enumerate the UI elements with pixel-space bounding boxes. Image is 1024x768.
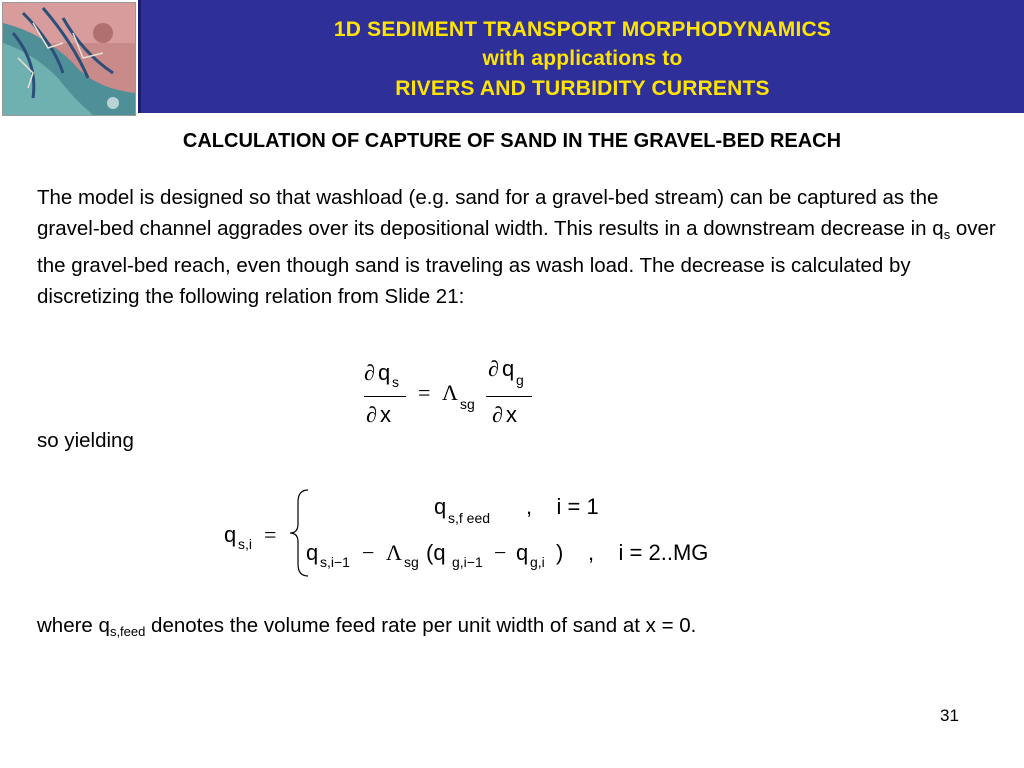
eq1-fraction-bar-right [486, 396, 532, 397]
eq1-sub-s: s [392, 374, 399, 390]
eq2-case2-sub1: s,i−1 [320, 554, 350, 570]
eq2-case1-q: q [434, 494, 447, 519]
eq2-sub-sg: sg [404, 554, 419, 570]
paragraph-text-1: The model is designed so that washload (e.g. sand for a gravel-bed stream) can be captured as the gravel-bed channel aggrades over its depositional width. This results in a downstream decrease in q [37, 186, 944, 240]
eq2-lhs-q: q [224, 522, 237, 547]
eq1-q-num2: q [502, 356, 515, 381]
where-text-2: denotes the volume feed rate per unit width of sand at x = 0. [145, 614, 697, 637]
eq2-lambda: Λ [386, 540, 402, 565]
so-yielding-text: so yielding [37, 429, 134, 452]
eq2-paren-close: ) [556, 540, 564, 565]
eq1-q-num1: q [378, 360, 391, 385]
header-title-line1: 1D SEDIMENT TRANSPORT MORPHODYNAMICS [333, 18, 832, 41]
where-subscript: s,feed [109, 624, 146, 639]
eq1-partial-num1: ∂ [364, 360, 375, 385]
eq1-x-den2: x [506, 402, 517, 427]
page-number: 31 [940, 706, 959, 725]
header-title-line2: with applications to [482, 47, 683, 70]
slide-header [0, 0, 1024, 116]
eq1-x-den1: x [380, 402, 391, 427]
eq1-partial-num2: ∂ [488, 356, 499, 381]
eq2-minus1: − [362, 540, 375, 565]
eq2-case2-condition: , i = 2..MG [588, 540, 709, 565]
where-text-1: where q [37, 614, 110, 637]
where-statement [37, 614, 696, 639]
eq2-sub-g1: g,i−1 [452, 554, 483, 570]
eq1-equals: = [418, 380, 431, 405]
paragraph-text-2: over the gravel-bed reach, even though sand is traveling as wash load. The decrease is calculated by discretizing the following relation from Slide 21: [37, 217, 996, 308]
equation-exner-relation [362, 356, 542, 436]
eq1-sub-sg: sg [460, 396, 475, 412]
eq2-case1-sub: s,f eed [448, 510, 491, 526]
slide-title: CALCULATION OF CAPTURE OF SAND IN THE GRAVEL-BED REACH [182, 130, 842, 152]
delta-image-logo [2, 2, 136, 116]
eq2-lhs-sub: s,i [238, 536, 252, 552]
eq1-lambda: Λ [442, 380, 458, 405]
title-banner [138, 0, 1024, 113]
equation-discretized-sand-load [222, 480, 762, 580]
eq1-fraction-bar-left [364, 396, 406, 397]
eq2-case2-q: q [306, 540, 319, 565]
eq2-equals: = [264, 522, 277, 547]
eq2-q3: q [516, 540, 529, 565]
paragraph-subscript: s [943, 227, 951, 242]
eq1-sub-g: g [516, 372, 524, 388]
header-title-line3: RIVERS AND TURBIDITY CURRENTS [395, 77, 770, 100]
eq2-minus2: − [494, 540, 507, 565]
body-paragraph [37, 182, 997, 312]
eq1-partial-den2: ∂ [492, 402, 503, 427]
eq1-partial-den1: ∂ [366, 402, 377, 427]
eq2-sub-g2: g,i [530, 554, 545, 570]
eq2-paren-open-q: (q [426, 540, 446, 565]
eq2-case1-condition: , i = 1 [526, 494, 599, 519]
